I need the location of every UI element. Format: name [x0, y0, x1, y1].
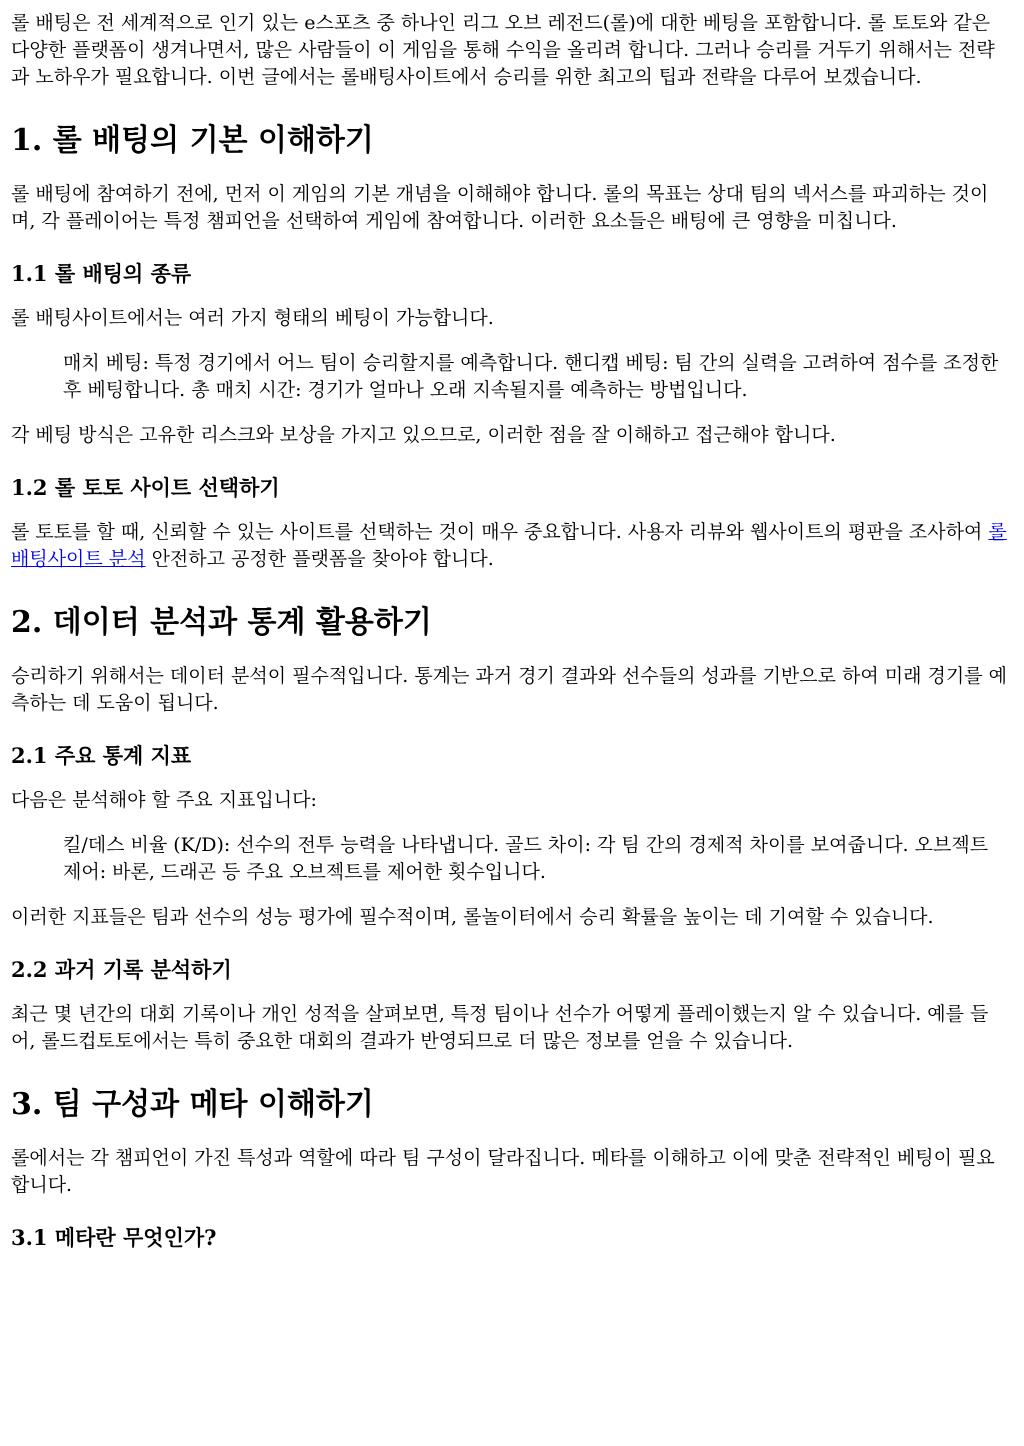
intro-paragraph: 롤 배팅은 전 세계적으로 인기 있는 e스포츠 중 하나인 리그 오브 레전드(롤)에 대한 베팅을 포함합니다. 롤 토토와 같은 다양한 플랫폼이 생겨나면서, 많은 사람들이 이 게임을 통해 수익을 올리려 합니다. 그러나 승리를 거두기 위해서는 전략과 노하우가 필요합니다. 이번 글에서는 롤배팅사이트에서 승리를 위한 최고의 팁과 전략을 다루어 보겠습니다.	[11, 12, 995, 88]
section-2-1-after-paragraph: 이러한 지표들은 팀과 선수의 성능 평가에 필수적이며, 롤놀이터에서 승리 확률을 높이는 데 기여할 수 있습니다.	[11, 906, 934, 928]
section-3-1-heading: 3.1 메타란 무엇인가?	[11, 1225, 217, 1250]
section-2-2-paragraph: 최근 몇 년간의 대회 기록이나 개인 성적을 살펴보면, 특정 팀이나 선수가 어떻게 플레이했는지 알 수 있습니다. 예를 들어, 롤드컵토토에서는 특히 중요한 대회의 결과가 반영되므로 더 많은 정보를 얻을 수 있습니다.	[11, 1003, 989, 1052]
section-2-2-heading: 2.2 과거 기록 분석하기	[11, 957, 232, 982]
betting-site-analysis-link[interactable]: 롤배팅사이트 분석	[11, 521, 1007, 570]
section-2-paragraph: 승리하기 위해서는 데이터 분석이 필수적입니다. 통계는 과거 경기 결과와 선수들의 성과를 기반으로 하여 미래 경기를 예측하는 데 도움이 됩니다.	[11, 665, 1007, 714]
section-2-1-blockquote: 킬/데스 비율 (K/D): 선수의 전투 능력을 나타냅니다. 골드 차이: 각 팀 간의 경제적 차이를 보여줍니다. 오브젝트 제어: 바론, 드래곤 등 주요 오브젝트를 제어한 횟수입니다.	[63, 834, 989, 883]
section-1-1-after-paragraph: 각 베팅 방식은 고유한 리스크와 보상을 가지고 있으므로, 이러한 점을 잘 이해하고 접근해야 합니다.	[11, 424, 836, 446]
section-1-paragraph: 롤 배팅에 참여하기 전에, 먼저 이 게임의 기본 개념을 이해해야 합니다. 롤의 목표는 상대 팀의 넥서스를 파괴하는 것이며, 각 플레이어는 특정 챔피언을 선택하여 게임에 참여합니다. 이러한 요소들은 배팅에 큰 영향을 미칩니다.	[11, 183, 989, 232]
section-1-heading: 1. 롤 배팅의 기본 이해하기	[11, 123, 374, 158]
section-1-1-heading: 1.1 롤 배팅의 종류	[11, 261, 192, 286]
section-1-1-blockquote: 매치 베팅: 특정 경기에서 어느 팀이 승리할지를 예측합니다. 핸디캡 베팅: 팀 간의 실력을 고려하여 점수를 조정한 후 베팅합니다. 총 매치 시간: 경기가 얼마나 오래 지속될지를 예측하는 방법입니다.	[63, 352, 999, 401]
section-3-heading: 3. 팀 구성과 메타 이해하기	[11, 1087, 374, 1122]
section-1-1-paragraph: 롤 배팅사이트에서는 여러 가지 형태의 베팅이 가능합니다.	[11, 307, 494, 329]
section-1-2-heading: 1.2 롤 토토 사이트 선택하기	[11, 475, 280, 500]
section-1-2-paragraph	[11, 519, 1012, 573]
section-1-2-text-after: 안전하고 공정한 플랫폼을 찾아야 합니다.	[145, 548, 494, 570]
section-3-paragraph: 롤에서는 각 챔피언이 가진 특성과 역할에 따라 팀 구성이 달라집니다. 메타를 이해하고 이에 맞춘 전략적인 베팅이 필요합니다.	[11, 1147, 995, 1196]
section-1-2-text-before: 롤 토토를 할 때, 신뢰할 수 있는 사이트를 선택하는 것이 매우 중요합니다. 사용자 리뷰와 웹사이트의 평판을 조사하여	[11, 521, 989, 543]
section-2-heading: 2. 데이터 분석과 통계 활용하기	[11, 605, 432, 640]
section-2-1-paragraph: 다음은 분석해야 할 주요 지표입니다:	[11, 789, 317, 811]
section-2-1-heading: 2.1 주요 통계 지표	[11, 743, 192, 768]
